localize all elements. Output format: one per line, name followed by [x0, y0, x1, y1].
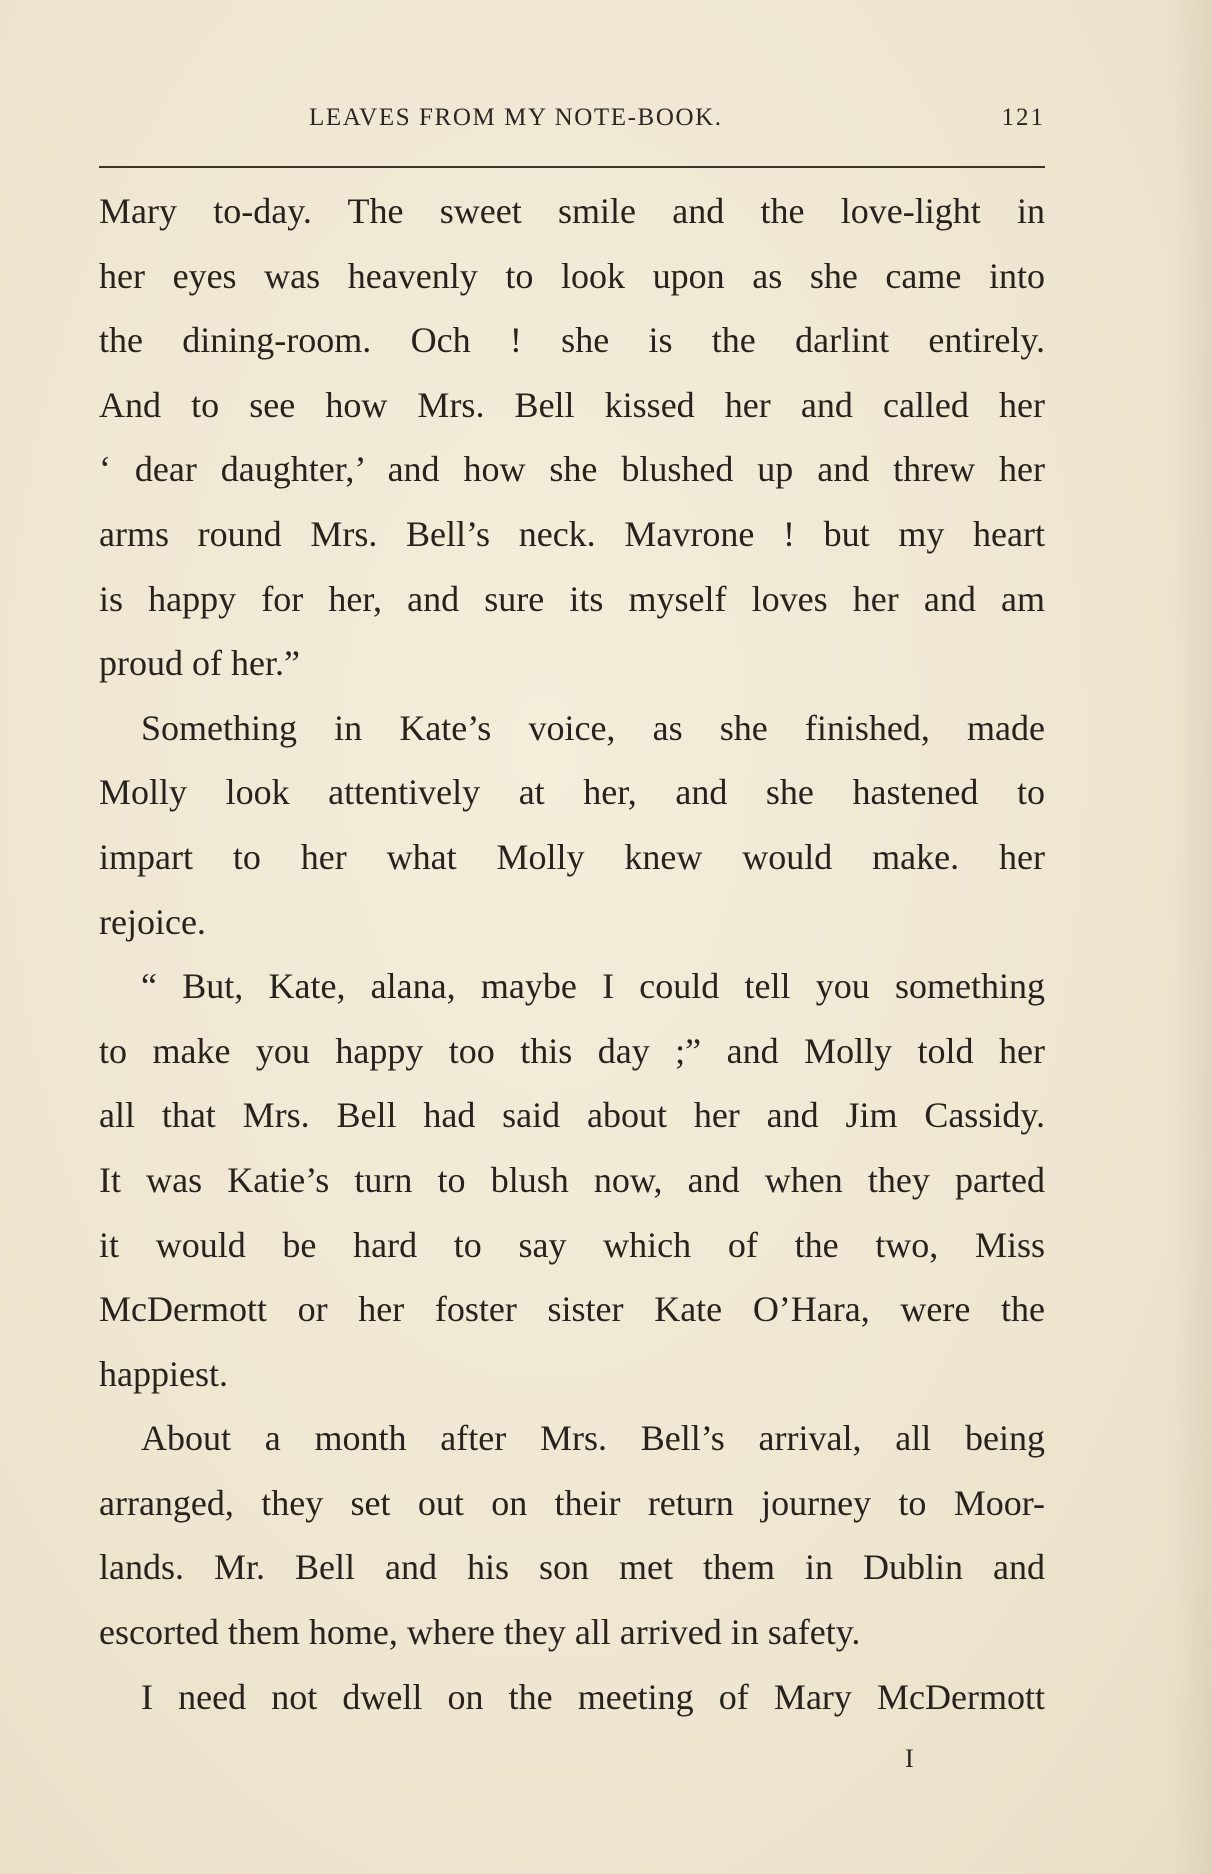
page-number: 121 — [1001, 104, 1045, 131]
page-edge-shadow — [1172, 0, 1212, 1874]
header-rule — [99, 166, 1045, 168]
text-line: It was Katie’s turn to blush now, and when they parted — [99, 1159, 1045, 1200]
text-line: And to see how Mrs. Bell kissed her and called her — [99, 384, 1045, 425]
text-line: proud of her.” — [99, 643, 300, 684]
running-head — [99, 104, 1045, 144]
text-line: impart to her what Molly knew would make. her — [99, 836, 1045, 877]
text-line: arranged, they set out on their return journey to Moor- — [99, 1482, 1045, 1523]
text-line: I need not dwell on the meeting of Mary McDermott — [141, 1676, 1045, 1717]
text-line: escorted them home, where they all arrived in safety. — [99, 1612, 861, 1653]
text-line: all that Mrs. Bell had said about her and Jim Cassidy. — [99, 1095, 1045, 1136]
signature-mark: I — [905, 1744, 914, 1773]
text-line: to make you happy too this day ;” and Molly told her — [99, 1030, 1045, 1071]
text-line: arms round Mrs. Bell’s neck. Mavrone ! but my heart — [99, 513, 1045, 554]
text-line: happiest. — [99, 1353, 228, 1394]
body-text — [99, 187, 1045, 1737]
text-line: Mary to-day. The sweet smile and the love-light in — [99, 191, 1045, 231]
text-line: McDermott or her foster sister Kate O’Hara, were the — [99, 1289, 1045, 1330]
text-line: Molly look attentively at her, and she hastened to — [99, 772, 1045, 813]
text-line: lands. Mr. Bell and his son met them in Dublin and — [99, 1547, 1045, 1588]
text-line: it would be hard to say which of the two, Miss — [99, 1224, 1045, 1265]
text-line: is happy for her, and sure its myself loves her and am — [99, 578, 1045, 619]
text-line: Something in Kate’s voice, as she finished, made — [141, 707, 1045, 748]
text-line: ‘ dear daughter,’ and how she blushed up and threw her — [99, 449, 1045, 490]
text-line: “ But, Kate, alana, maybe I could tell you something — [141, 966, 1045, 1007]
text-line: her eyes was heavenly to look upon as she came into — [99, 255, 1045, 296]
text-line: rejoice. — [99, 901, 206, 942]
text-line: the dining-room. Och ! she is the darlint entirely. — [99, 320, 1045, 361]
running-title: LEAVES FROM MY NOTE-BOOK. — [309, 104, 723, 131]
text-line: About a month after Mrs. Bell’s arrival, all being — [141, 1418, 1045, 1459]
